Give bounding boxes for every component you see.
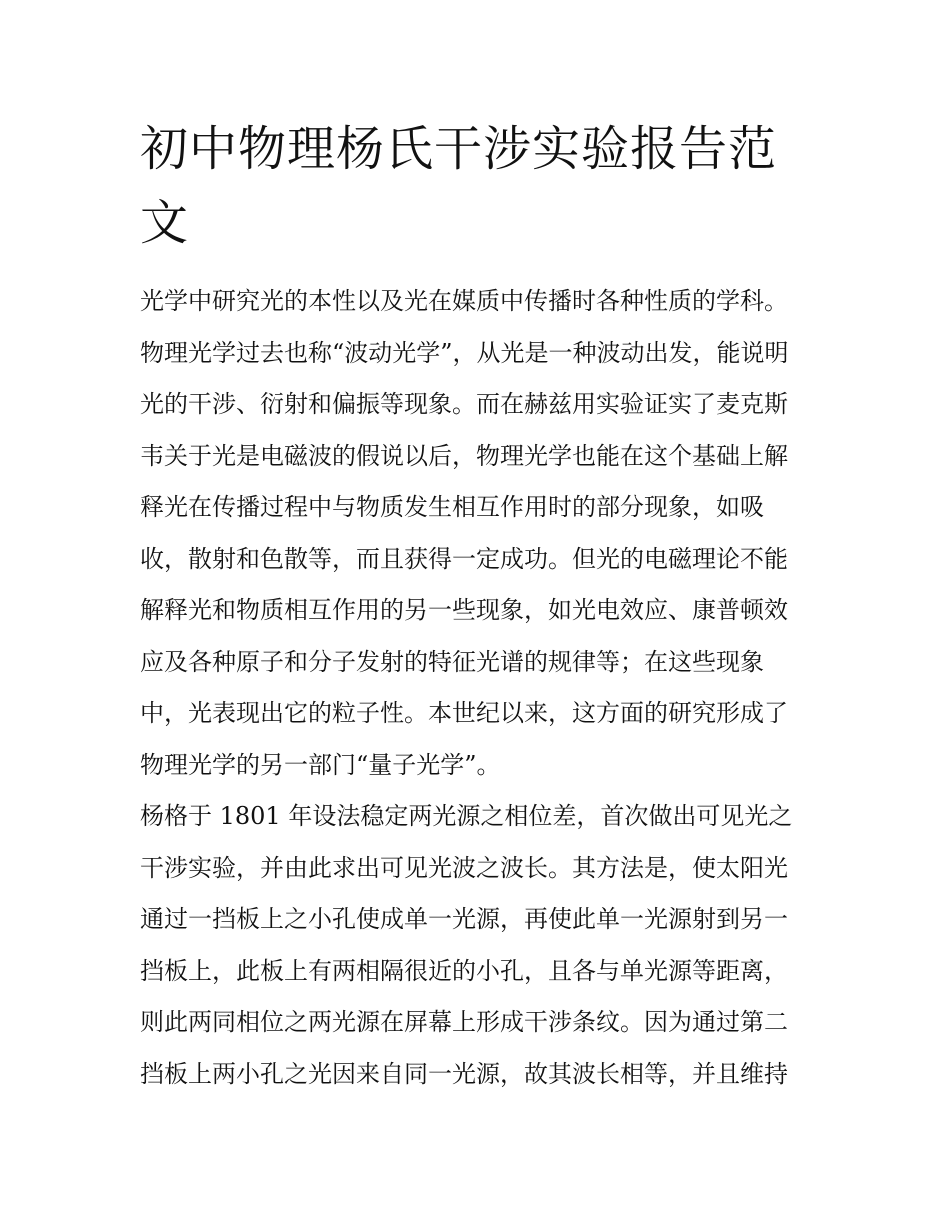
text-line: 则此两同相位之两光源在屏幕上形成干涉条纹。因为通过第二 — [140, 1008, 788, 1036]
text-line: 挡板上，此板上有两相隔很近的小孔，且各与单光源等距离， — [140, 956, 788, 985]
text-line: 杨格于 1801 年设法稳定两光源之相位差，首次做出可见光之 — [140, 802, 793, 830]
text-line: 解释光和物质相互作用的另一些现象，如光电效应、康普顿效 — [140, 596, 788, 624]
text-line: 应及各种原子和分子发射的特征光谱的规律等；在这些现象 — [140, 647, 764, 676]
title-line: 初中物理杨氏干涉实验报告范 — [140, 121, 778, 177]
paragraph-young-experiment — [140, 791, 816, 1100]
text-line: 干涉实验，并由此求出可见光波之波长。其方法是，使太阳光 — [140, 853, 788, 882]
text-line: 通过一挡板上之小孔使成单一光源，再使此单一光源射到另一 — [140, 905, 788, 933]
text-line: 物理光学的另一部门“量子光学”。 — [140, 750, 501, 779]
text-line: 韦关于光是电磁波的假说以后，物理光学也能在这个基础上解 — [140, 441, 788, 470]
text-line: 挡板上两小孔之光因来自同一光源，故其波长相等，并且维持 — [140, 1059, 788, 1088]
text-line: 物理光学过去也称“波动光学”，从光是一种波动出发，能说明 — [140, 338, 789, 367]
text-line: 光的干涉、衍射和偏振等现象。而在赫兹用实验证实了麦克斯 — [140, 390, 788, 418]
text-line: 光学中研究光的本性以及光在媒质中传播时各种性质的学科。 — [140, 287, 788, 315]
text-line: 释光在传播过程中与物质发生相互作用时的部分现象，如吸 — [140, 493, 764, 521]
document-title — [140, 112, 816, 260]
document-page — [140, 112, 816, 1100]
paragraph-optics-intro — [140, 276, 816, 791]
text-line: 收，散射和色散等，而且获得一定成功。但光的电磁理论不能 — [140, 544, 788, 573]
text-line: 中，光表现出它的粒子性。本世纪以来，这方面的研究形成了 — [140, 699, 788, 727]
title-line: 文 — [140, 195, 190, 251]
